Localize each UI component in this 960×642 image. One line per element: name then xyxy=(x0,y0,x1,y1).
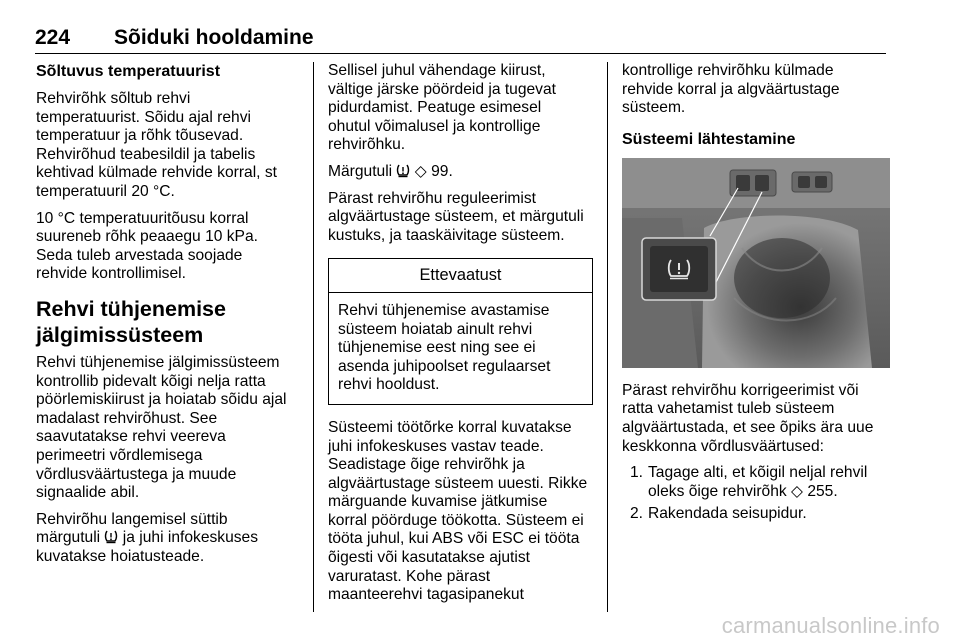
paragraph-reset-procedure: Pärast rehvirõhu korrigeerimist või ratta vahetamist tuleb süsteem algväärtustada, et see õpiks ära uue keskkonna võrdlusväärtused: xyxy=(622,381,874,455)
paragraph-reset-after-adjust: Pärast rehvirõhu reguleerimist algväärtustage süsteem, et märgutuli kustuks, ja taaskäivitage süsteem. xyxy=(328,189,584,244)
center-console-photo xyxy=(622,158,890,368)
step-text: Rakendada seisupidur. xyxy=(648,505,807,523)
column-divider-1 xyxy=(313,62,314,612)
reset-steps-list xyxy=(622,464,890,524)
section-title-tpms: Rehvi tühjenemise jälgimissüsteem xyxy=(36,296,226,347)
paragraph-check-cold: kontrollige rehvirõhku külmade rehvide korral ja algväärtustage süsteem. xyxy=(622,62,840,117)
paragraph-temperature-1: Rehvirõhk sõltub rehvi temperatuurist. Sõidu ajal rehvi temperatuur ja rõhk tõusevad. Rehvirõhud teabesildil ja tabelis kehtivad külmade rehvide korral, st temperatuuril 20 °C. xyxy=(36,90,277,200)
caution-body: Rehvi tühjenemise avastamise süsteem hoiatab ainult rehvi tühjenemise eest ning see ei asenda juhipoolset regulaarset rehvi hooldust. xyxy=(338,301,551,394)
step-text: Tagage alti, et kõigil neljal rehvil oleks õige rehvirõhk ◇ 255. xyxy=(648,464,868,500)
paragraph-malfunction: Süsteemi töötõrke korral kuvatakse juhi infokeskuses vastav teade. Seadistage õige rehvirõhk ja algväärtustage süsteem uuesti. Rikke märguande kuvamise jätkumise korral pöörduge töökotta. Süsteem ei tööta juhul, kui ABS või ESC ei tööta õigesti või kasutatakse ajutist varuratast. Kohe pärast maanteerehvi tagasipanekut xyxy=(328,418,588,604)
caution-box xyxy=(328,258,593,405)
page-number: 224 xyxy=(35,26,71,49)
text-part: ja juhi infokeskuses kuvatakse hoiatusteade. xyxy=(36,529,259,565)
column-1 xyxy=(36,62,298,574)
tire-pressure-warning-icon xyxy=(396,163,410,178)
text-part: Rehvirõhu langemisel süttib märgutuli xyxy=(36,510,228,547)
paragraph-temperature-2: 10 °C temperatuuritõusu korral suureneb rõhk peaaegu 10 kPa. Seda tuleb arvestada soojade rehvide kontrollimisel. xyxy=(36,209,258,283)
tire-pressure-warning-icon xyxy=(104,529,118,544)
column-2 xyxy=(328,62,593,613)
paragraph-warning-light xyxy=(36,511,298,567)
list-item xyxy=(622,505,890,524)
page-header xyxy=(20,26,886,54)
column-3 xyxy=(622,62,890,528)
step-number: 1. xyxy=(630,464,644,482)
heading-temperature: Sõltuvus temperatuurist xyxy=(36,63,221,80)
page-reference: ◇ 99. xyxy=(410,162,453,180)
column-divider-2 xyxy=(607,62,608,612)
heading-system-reset: Süsteemi lähtestamine xyxy=(622,130,796,148)
list-item xyxy=(622,464,890,501)
paragraph-reduce-speed: Sellisel juhul vähendage kiirust, vältige järske pöördeid ja tugevat pidurdamist. Peatuge esimesel ohutul võimalusel ja kontrollige rehvirõhku. xyxy=(328,62,556,154)
watermark: carmanualsonline.info xyxy=(721,613,940,638)
paragraph-indicator-ref xyxy=(328,163,593,182)
caution-title: Ettevaatust xyxy=(329,259,592,293)
paragraph-tpms-description: Rehvi tühjenemise jälgimissüsteem kontrollib pidevalt kõigi nelja ratta pöörlemiskiirust ja hoiatab sõidu ajal madalast rehvirõhust. See saavutatakse rehvi veereva perimeetri võrdlemisega võrdlusväärtustega ja muude signaalide abil. xyxy=(36,353,287,502)
chapter-title: Sõiduki hooldamine xyxy=(114,26,314,49)
step-number: 2. xyxy=(630,505,644,523)
text-part: Märgutuli xyxy=(328,162,397,180)
header-rule xyxy=(35,53,886,54)
